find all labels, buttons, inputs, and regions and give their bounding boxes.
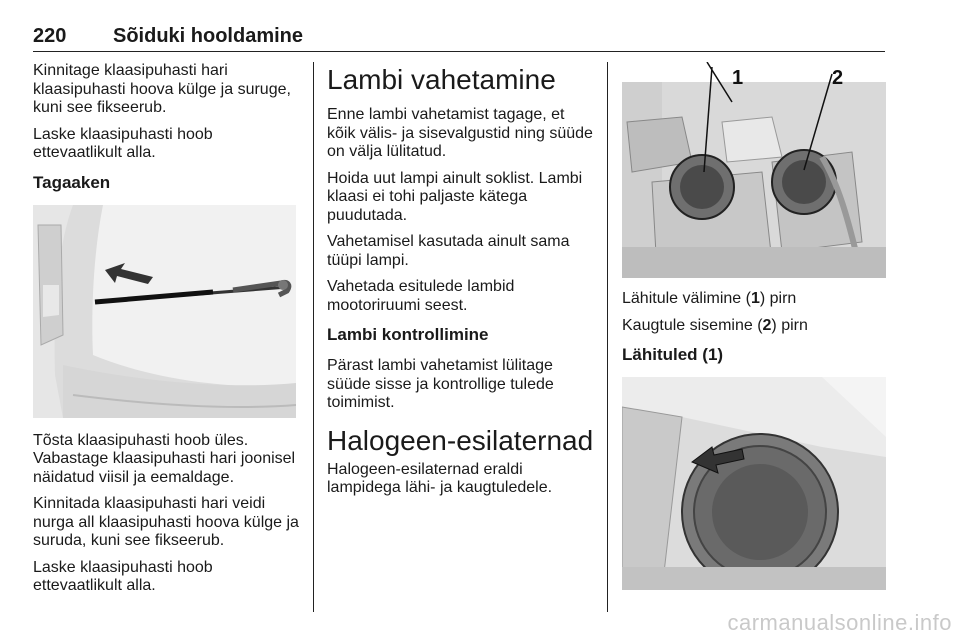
column-left xyxy=(33,62,303,604)
section-title: Sõiduki hooldamine xyxy=(113,25,304,47)
heading-lambi-kontrollimine: Lambi kontrollimine xyxy=(327,325,489,344)
step: Kinnitada klaasipuhasti hari veidi nurga all klaasipuhasti hoova külge ja suruda, kuni see fikseerub. xyxy=(33,495,299,549)
paragraph: Halogeen-esilaternad eraldi lampidega lähi- ja kaugtuledele. xyxy=(327,460,553,496)
low-beam-cap-illustration xyxy=(622,377,886,590)
paragraph: Pärast lambi vahetamist lülitage süüde sisse ja kontrollige tulede toimimist. xyxy=(327,357,554,411)
title-halogeen: Halogeen-esilaternad xyxy=(327,424,594,456)
step: Tõsta klaasipuhasti hoob üles. xyxy=(33,431,249,449)
step: Vabastage klaasipuhasti hari joonisel näidatud viisil ja eemaldage. xyxy=(33,450,296,486)
page-header xyxy=(33,25,885,52)
column-middle xyxy=(327,62,597,506)
column-divider xyxy=(313,62,314,612)
page-number: 220 xyxy=(33,25,67,47)
caption-low-beam: Lähitule välimine (1) pirn xyxy=(622,290,797,307)
headlamp-bulbs-illustration xyxy=(622,62,886,278)
callout-2: 2 xyxy=(832,67,844,89)
heading-tagaaken: Tagaaken xyxy=(33,172,111,192)
watermark: carmanualsonline.info xyxy=(727,610,952,635)
column-right xyxy=(622,62,886,590)
callout-1: 1 xyxy=(732,67,744,89)
step: Laske klaasipuhasti hoob ettevaatlikult alla. xyxy=(33,558,213,594)
paragraph: Hoida uut lampi ainult soklist. Lambi klaasi ei tohi paljaste kätega puudutada. xyxy=(327,169,583,224)
caption-high-beam: Kaugtule sisemine (2) pirn xyxy=(622,316,808,334)
paragraph: Enne lambi vahetamist tagage, et kõik välis- ja sisevalgustid ning süüde on välja lülitatud. xyxy=(327,106,593,160)
heading-lahituled: Lähituled (1) xyxy=(622,345,724,364)
paragraph: Kinnitage klaasipuhasti hari klaasipuhasti hoova külge ja suruge, kuni see fikseerub. xyxy=(33,62,291,116)
paragraph: Vahetamisel kasutada ainult sama tüüpi lampi. xyxy=(327,233,570,269)
rear-wiper-illustration xyxy=(33,205,296,418)
paragraph: Laske klaasipuhasti hoob ettevaatlikult alla. xyxy=(33,125,213,161)
title-lambi-vahetamine: Lambi vahetamine xyxy=(327,64,556,95)
column-divider xyxy=(607,62,608,612)
paragraph: Vahetada esitulede lambid mootoriruumi seest. xyxy=(327,278,515,314)
